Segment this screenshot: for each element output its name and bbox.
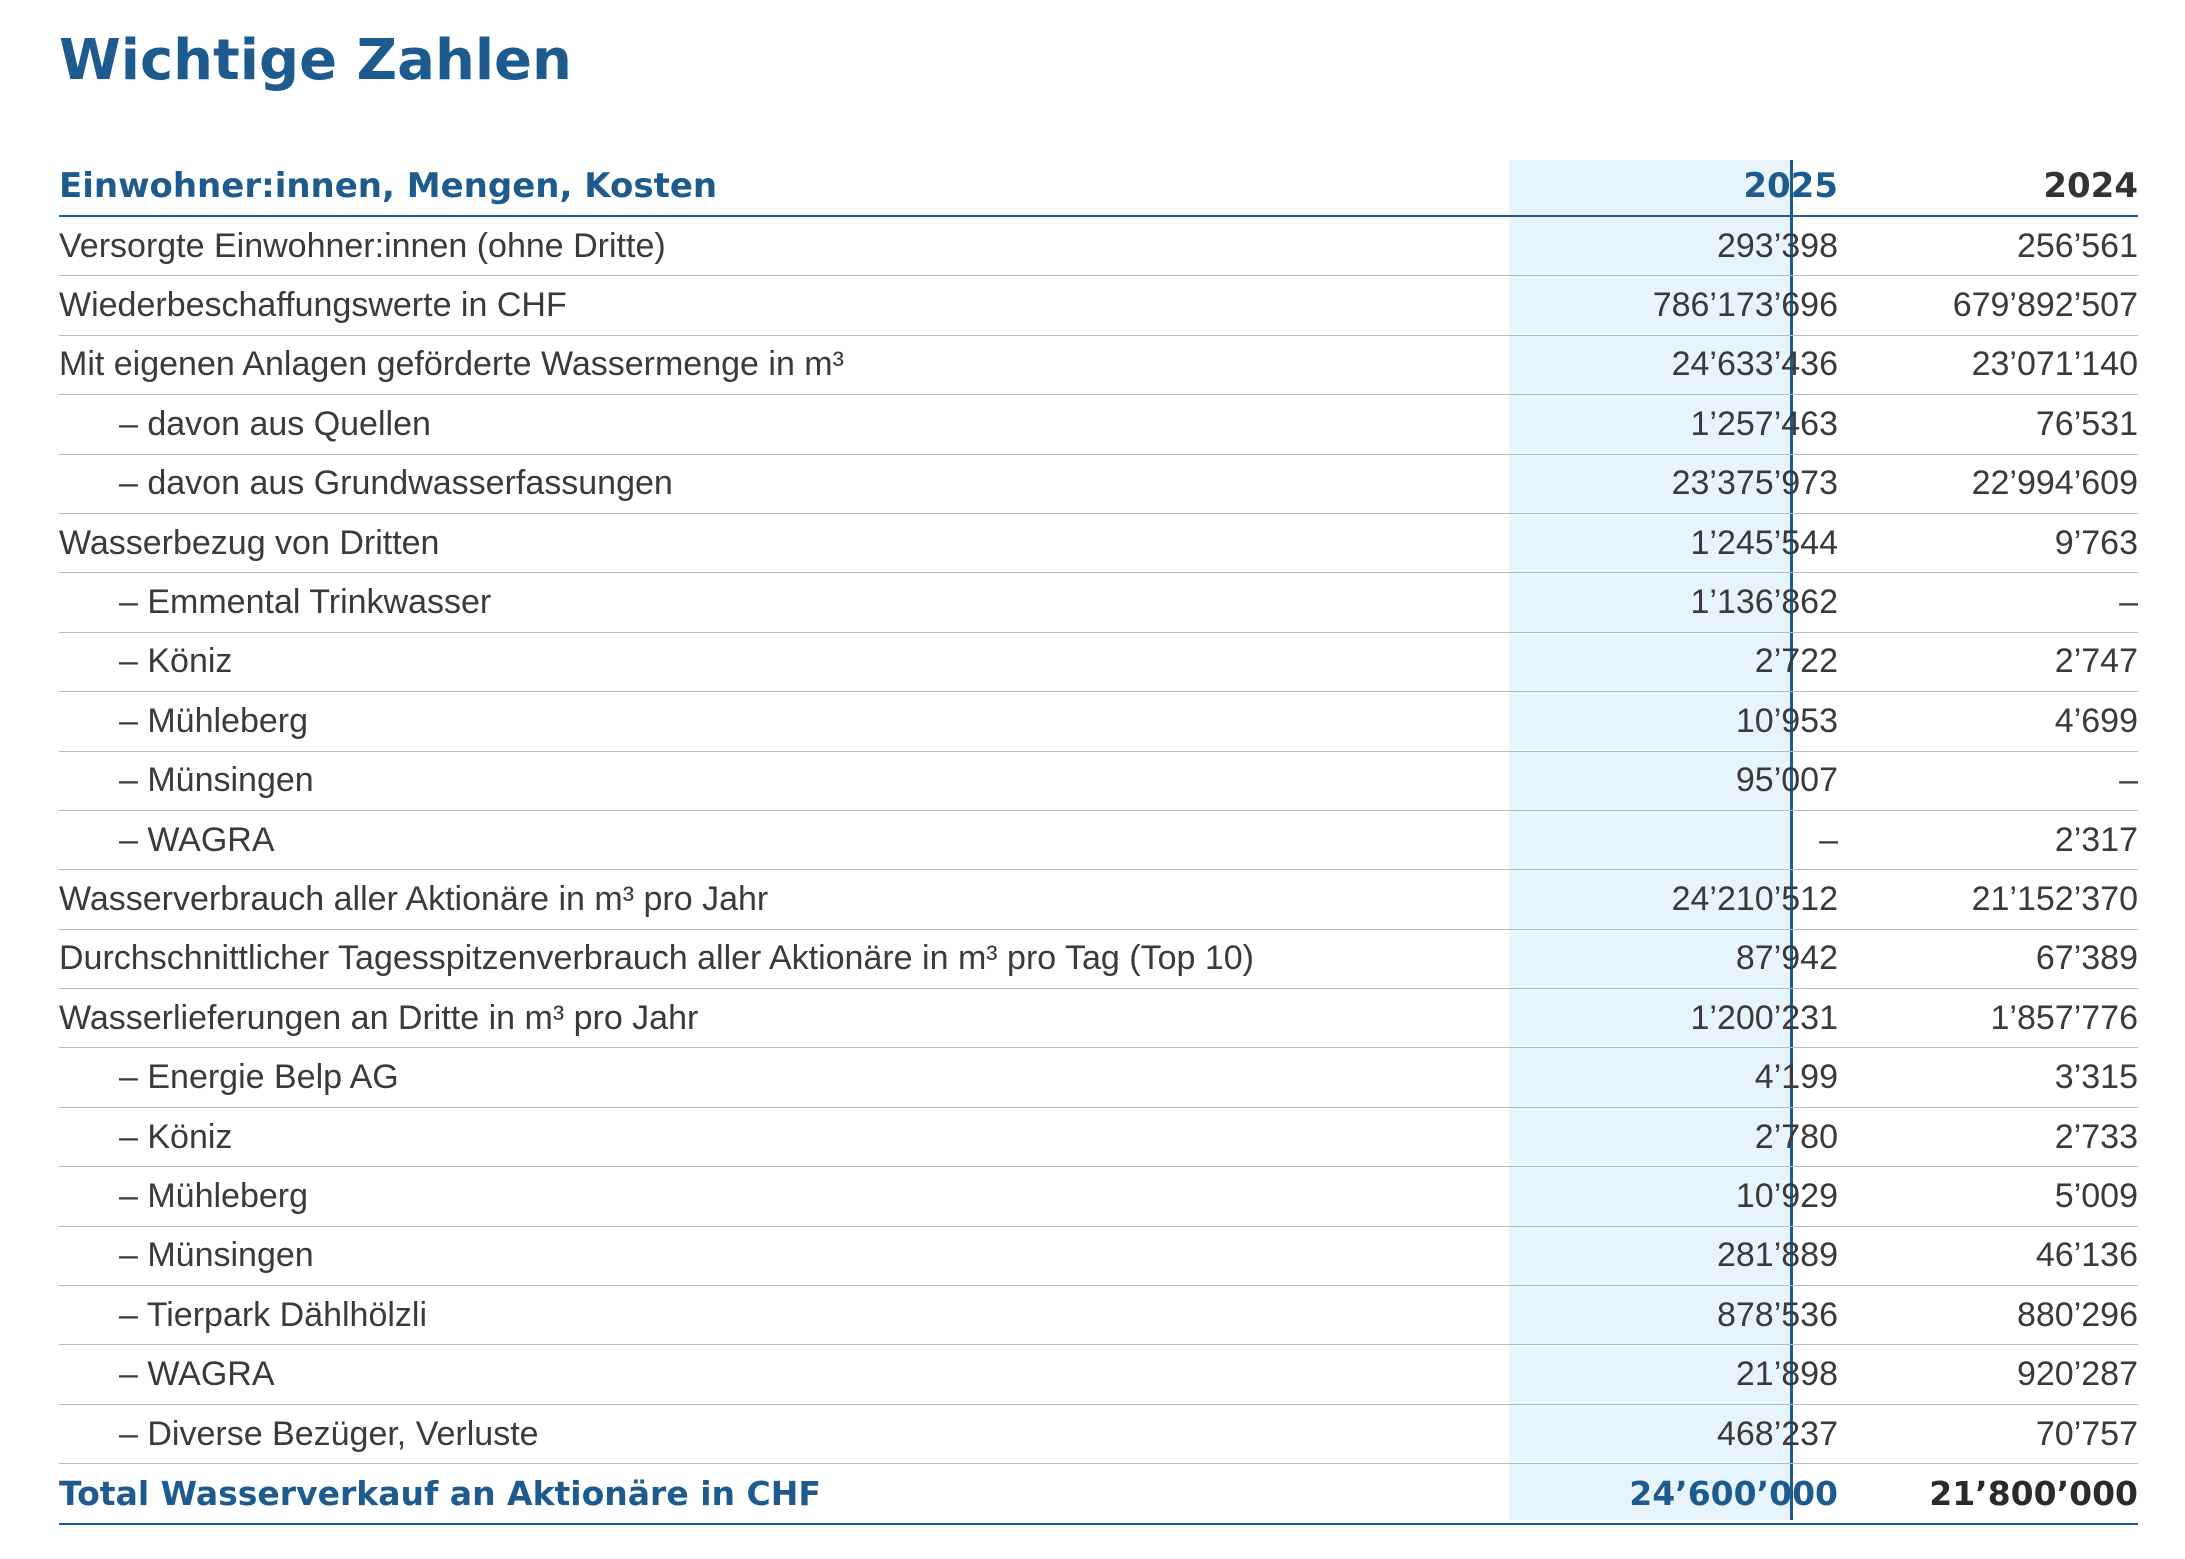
table-row [59, 216, 2138, 276]
table-row [59, 335, 2138, 394]
table-row [59, 395, 2138, 454]
table-row [59, 1048, 2138, 1107]
row-current-value: 1’245’544 [1509, 513, 1838, 572]
row-previous-value: 22’994’609 [1838, 454, 2138, 513]
row-label: Wasserlieferungen an Dritte in m³ pro Jahr [59, 989, 1509, 1048]
row-label: – Köniz [59, 632, 1509, 691]
row-label: Mit eigenen Anlagen geförderte Wassermenge in m³ [59, 335, 1509, 394]
row-previous-value: 3’315 [1838, 1048, 2138, 1107]
key-figures-table [59, 157, 2138, 1525]
total-label: Total Wasserverkauf an Aktionäre in CHF [59, 1464, 1509, 1524]
table-row [59, 989, 2138, 1048]
row-current-value: 1’257’463 [1509, 395, 1838, 454]
row-label: Wasserverbrauch aller Aktionäre in m³ pro Jahr [59, 870, 1509, 929]
row-current-value: 1’200’231 [1509, 989, 1838, 1048]
row-label: Versorgte Einwohner:innen (ohne Dritte) [59, 216, 1509, 276]
row-previous-value: 76’531 [1838, 395, 2138, 454]
row-previous-value: 23’071’140 [1838, 335, 2138, 394]
row-label: – WAGRA [59, 1345, 1509, 1404]
row-current-value: 87’942 [1509, 929, 1838, 988]
row-previous-value: 2’317 [1838, 810, 2138, 869]
row-current-value: 2’780 [1509, 1107, 1838, 1166]
table-header-row [59, 157, 2138, 216]
row-previous-value: – [1838, 573, 2138, 632]
row-current-value: 21’898 [1509, 1345, 1838, 1404]
row-previous-value: 46’136 [1838, 1226, 2138, 1285]
row-label: Wiederbeschaffungswerte in CHF [59, 276, 1509, 335]
table-row [59, 1345, 2138, 1404]
row-label: Durchschnittlicher Tagesspitzenverbrauch aller Aktionäre in m³ pro Tag (Top 10) [59, 929, 1509, 988]
row-current-value: 24’210’512 [1509, 870, 1838, 929]
page-title: Wichtige Zahlen [59, 28, 572, 93]
table-row [59, 632, 2138, 691]
row-current-value: 23’375’973 [1509, 454, 1838, 513]
table-row [59, 929, 2138, 988]
row-label: – Mühleberg [59, 692, 1509, 751]
row-previous-value: 1’857’776 [1838, 989, 2138, 1048]
row-label: – Energie Belp AG [59, 1048, 1509, 1107]
total-previous-value: 21’800’000 [1838, 1464, 2138, 1524]
total-current-value: 24’600’000 [1509, 1464, 1838, 1524]
row-previous-value: 880’296 [1838, 1286, 2138, 1345]
table-row [59, 454, 2138, 513]
row-label: – Tierpark Dählhölzli [59, 1286, 1509, 1345]
table-body [59, 216, 2138, 1524]
table-row [59, 870, 2138, 929]
row-current-value: 10’953 [1509, 692, 1838, 751]
row-label: – davon aus Quellen [59, 395, 1509, 454]
row-previous-value: 67’389 [1838, 929, 2138, 988]
row-previous-value: 21’152’370 [1838, 870, 2138, 929]
row-previous-value: 4’699 [1838, 692, 2138, 751]
table-row [59, 276, 2138, 335]
header-current-year: 2025 [1509, 157, 1838, 216]
row-previous-value: 2’747 [1838, 632, 2138, 691]
row-current-value: 95’007 [1509, 751, 1838, 810]
table-row [59, 751, 2138, 810]
header-previous-year: 2024 [1838, 157, 2138, 216]
row-label: – davon aus Grundwasserfassungen [59, 454, 1509, 513]
row-previous-value: 5’009 [1838, 1167, 2138, 1226]
table-row [59, 513, 2138, 572]
row-current-value: 468’237 [1509, 1404, 1838, 1463]
table-row [59, 1404, 2138, 1463]
table-row [59, 692, 2138, 751]
row-label: – Diverse Bezüger, Verluste [59, 1404, 1509, 1463]
row-label: – Köniz [59, 1107, 1509, 1166]
row-current-value: 1’136’862 [1509, 573, 1838, 632]
row-label: – Mühleberg [59, 1167, 1509, 1226]
row-label: – Emmental Trinkwasser [59, 573, 1509, 632]
row-previous-value: 256’561 [1838, 216, 2138, 276]
row-current-value: 10’929 [1509, 1167, 1838, 1226]
row-label: Wasserbezug von Dritten [59, 513, 1509, 572]
table-row [59, 573, 2138, 632]
row-previous-value: 679’892’507 [1838, 276, 2138, 335]
row-current-value: 786’173’696 [1509, 276, 1838, 335]
table-row [59, 1107, 2138, 1166]
row-label: – Münsingen [59, 751, 1509, 810]
row-current-value: 281’889 [1509, 1226, 1838, 1285]
row-current-value: 4’199 [1509, 1048, 1838, 1107]
row-previous-value: 2’733 [1838, 1107, 2138, 1166]
header-label: Einwohner:innen, Mengen, Kosten [59, 157, 1509, 216]
table-row [59, 810, 2138, 869]
total-row [59, 1464, 2138, 1524]
table-row [59, 1167, 2138, 1226]
row-current-value: 24’633’436 [1509, 335, 1838, 394]
row-previous-value: 920’287 [1838, 1345, 2138, 1404]
row-label: – WAGRA [59, 810, 1509, 869]
row-previous-value: – [1838, 751, 2138, 810]
table-row [59, 1286, 2138, 1345]
table-row [59, 1226, 2138, 1285]
row-current-value: 2’722 [1509, 632, 1838, 691]
row-previous-value: 9’763 [1838, 513, 2138, 572]
row-label: – Münsingen [59, 1226, 1509, 1285]
row-current-value: – [1509, 810, 1838, 869]
row-current-value: 293’398 [1509, 216, 1838, 276]
row-current-value: 878’536 [1509, 1286, 1838, 1345]
row-previous-value: 70’757 [1838, 1404, 2138, 1463]
